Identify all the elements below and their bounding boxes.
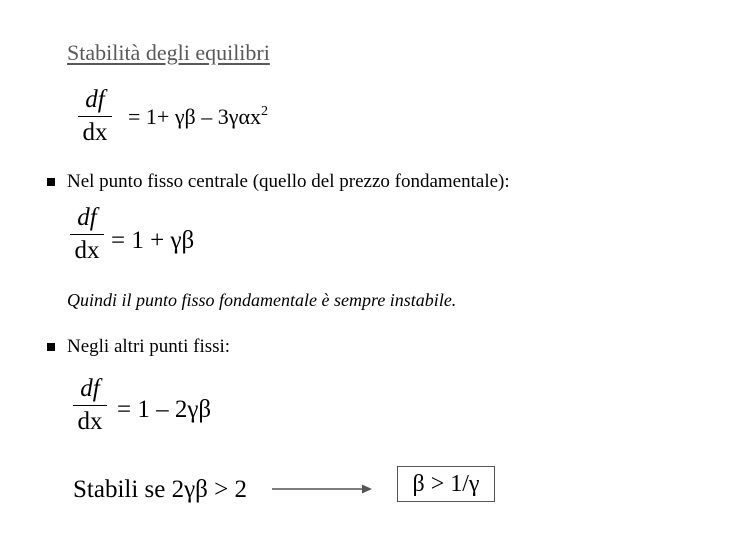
- right-arrow-icon: [272, 483, 372, 495]
- bullet-2-text: Negli altri punti fissi:: [67, 336, 231, 357]
- fraction-bar: [73, 405, 107, 406]
- equation-1-rhs: [128, 104, 268, 130]
- fraction-bar: [70, 234, 104, 235]
- derivative-fraction-1: [78, 86, 112, 147]
- fraction-numerator: df: [80, 375, 100, 402]
- fraction-denominator: dx: [77, 408, 103, 435]
- stability-result-box: [397, 466, 495, 502]
- stability-condition: Stabili se 2γβ > 2: [73, 476, 247, 503]
- derivative-fraction-2: [70, 204, 104, 265]
- fraction-denominator: dx: [74, 237, 100, 264]
- equation-2-rhs: = 1 + γβ: [111, 227, 195, 254]
- instability-note: Quindi il punto fisso fondamentale è sempre instabile.: [67, 290, 457, 310]
- bullet-central-fixed-point: [47, 171, 510, 193]
- equation-3-rhs: = 1 – 2γβ: [117, 396, 212, 423]
- bullet-other-fixed-points: [47, 336, 230, 358]
- derivative-fraction-3: [73, 375, 107, 436]
- fraction-bar: [78, 116, 112, 117]
- bullet-square-icon: [47, 343, 55, 351]
- fraction-numerator: df: [85, 86, 105, 113]
- fraction-denominator: dx: [82, 119, 108, 146]
- bullet-1-text: Nel punto fisso centrale (quello del prezzo fondamentale):: [67, 171, 510, 192]
- bullet-square-icon: [47, 178, 55, 186]
- fraction-numerator: df: [77, 204, 97, 231]
- equation-1-expression: = 1+ γβ – 3γαx: [128, 104, 261, 129]
- slide-title: Stabilità degli equilibri: [67, 40, 270, 65]
- stability-result: β > 1/γ: [412, 470, 480, 497]
- equation-1-exponent: 2: [260, 104, 268, 119]
